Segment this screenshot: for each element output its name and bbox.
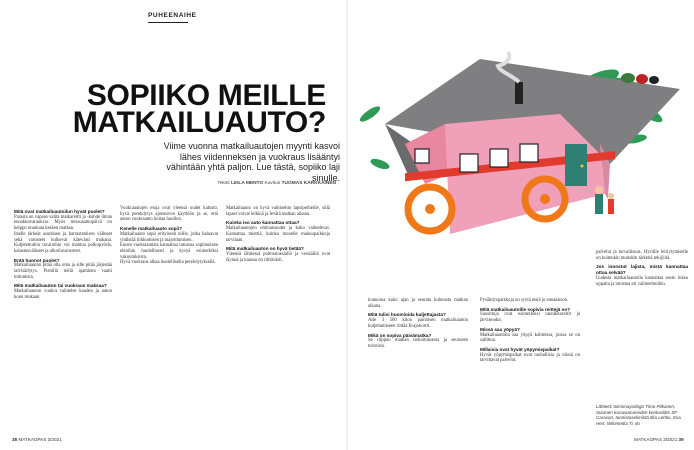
answer: Vuokraautojen etuja ovat yleensä uudet kalusto, hyvä perehdytys ajoneuvon käyttöön ja se, että auton vuokraamo hoitaa huollon. <box>120 206 218 223</box>
question: Kuinka iso auto kannattaa ottaa? <box>226 220 300 226</box>
body-column-4 <box>368 298 468 350</box>
answer: Matkailuautolla saa yöpyä kohteissa, joissa se on sallittua. <box>480 332 580 344</box>
answer: Alle 3 500 kilon painoisen matkailuauton kuljettamiseen riittää B-ajokortti. <box>368 318 468 329</box>
motorhome-house-illustration <box>350 44 690 254</box>
question: Mitä tulisi huomioida kuljettajasta? <box>368 312 446 318</box>
folio-right <box>634 437 684 442</box>
bird-icon <box>621 73 659 84</box>
answer: kunnossa koko ajan ja seurata kulutusta matkan aikana. <box>368 298 468 309</box>
question: Mitä ovat matkailuautoilun hyvät puolet? <box>14 209 105 214</box>
answer: Matkailuauton pitää olla oma ja sille pitää järjestää talvisäilytys. Pienillä teillä ajaminen vaatii tottumista. <box>14 263 112 280</box>
magazine-name-left: MATKAOPAS <box>18 437 47 442</box>
answer: Suosittuja ovat esimerkiksi rannikkoreitit ja järviseudut. <box>480 312 580 324</box>
answer: Matkailuauto on hyvä vaihtoehto lapsiperheille, sillä lapset voivat leikkiä ja levätä matkan aikana. <box>226 206 330 217</box>
headline-line-2: MATKAILUAUTO? <box>72 106 326 139</box>
answer: Se riippuu matkan tarkoituksesta ja seurueen toiveista. <box>368 338 468 349</box>
page-number-right: 39 <box>678 437 684 442</box>
answer: Matkailuauton vuokra vaihtelee kauden ja auton koon mukaan. <box>14 289 112 300</box>
question: Mitä matkailuauton tai vuokraus maksaa? <box>14 283 107 289</box>
section-label: PUHEENAIHE <box>148 12 197 19</box>
door <box>565 144 587 186</box>
page-number-left: 38 <box>12 437 18 442</box>
answer: Uudesta matkailuautolla kannattaa ensin lukea oppaita ja tutustua eri vaihtoehtoihin. <box>596 275 688 287</box>
answer: Hyvä vuokraus alkaa huolellisella perehdytyksellä. <box>120 260 216 266</box>
section-rule <box>148 22 188 23</box>
answer: Itselle tärkeät asumisen ja harrastamisen välineet sekä varusteet kulkevat kätevästi mukana. Kuljetettuihin tavaroihin voi mahtua polkupyörät, kalastusvälineet ja ulkoiluvarusteet. <box>14 231 112 254</box>
byline <box>160 181 336 186</box>
body-column-2 <box>120 206 218 266</box>
question: Mitä matkailuauton on hyvä tietää? <box>226 246 304 252</box>
chimney <box>515 82 523 104</box>
question: Mikä on sopiva päivämatka? <box>368 332 432 338</box>
headline-line-1: SOPIIKO MEILLE <box>86 79 326 112</box>
question: Jos innostut lajista, mistä kannattaa ottaa selvää? <box>596 264 688 276</box>
question: Entä huonot puolet? <box>14 257 60 263</box>
answer: Matkailuauto sopii erityisesti niille, jotka haluavat yhdistää liikkumisen ja majoittumisen. <box>120 231 218 243</box>
answer: palvelut ja turvallisuus. Hyvälle leiriytymiselle on kuitenkin muitakin tärkeitä tekijöitä. <box>596 250 688 261</box>
question: Missä saa yöpyä? <box>480 326 520 332</box>
answer: Pysähdyspaikkoja on syytä etsiä jo ennakkoon. <box>480 298 569 303</box>
byline-photo-label: Kuvitus <box>264 181 281 186</box>
issue-left: 3/2021 <box>47 437 62 442</box>
issue-right: 3/2021 <box>663 437 678 442</box>
body-column-5 <box>480 298 580 364</box>
answer: Hyvät yöpymispaikat ovat rauhallisia ja niissä on tarvittavat palvelut. <box>480 352 580 364</box>
byline-author: LEILA MENTO <box>230 181 264 186</box>
answer: Yleensä lähtiessä polttoainesäiliö ja vesisäiliö ovat täynnä ja kaasua on riittävästi. <box>226 251 330 263</box>
gutter <box>346 0 348 450</box>
question: Kenelle matkailuauto sopii? <box>120 226 182 232</box>
body-column-6 <box>596 250 688 287</box>
question: Mitä matkailuautoille sopivia reittejä on? <box>480 306 571 312</box>
byline-text-label: Teksti <box>217 181 230 186</box>
body-column-1 <box>14 206 112 301</box>
body-column-3 <box>226 206 330 263</box>
answer: Parasta on vapaus valita matkareitti ja -kohde ilman ennakkovarauksia. Myös reissuaamupäivä on helppo muokata kesken matkan. <box>14 214 112 232</box>
answer: Ennen vuokraamista kannattaa tutustua sopimuksen ehtoihin huolellisesti ja kysyä esimerkiksi vakuutuksista. <box>120 243 218 260</box>
folio-left <box>12 437 62 442</box>
question: Millaisia ovat hyvät yöpymispaikat? <box>480 346 560 352</box>
answer: Matkailuautojen ominaisuudet ja koko vaihtelevat. Kannattaa miettiä, kuinka monelle makuupaikkoja tarvitaan. <box>226 226 330 243</box>
lead-paragraph: Viime vuonna matkailuautojen myynti kasvoi lähes viidenneksen ja vuokraus lisääntyi vähintään yhtä paljon. Lue tästä, sopiiko laji sinulle. <box>163 141 340 183</box>
byline-illustrator: TUOMAS KÄRKKÄINEN <box>281 181 336 186</box>
magazine-name-right: MATKAOPAS <box>634 437 662 442</box>
sources-caption: Lähteet: toimimayodogo Timo Pitkanen, Suomen karavaanareiden kenkaslitto SF-Caravan, tunnistuselimistä Ilka Lehtio, Eva Hert. Wikimedia Ti. Ilo <box>596 404 681 426</box>
headline <box>26 79 326 139</box>
